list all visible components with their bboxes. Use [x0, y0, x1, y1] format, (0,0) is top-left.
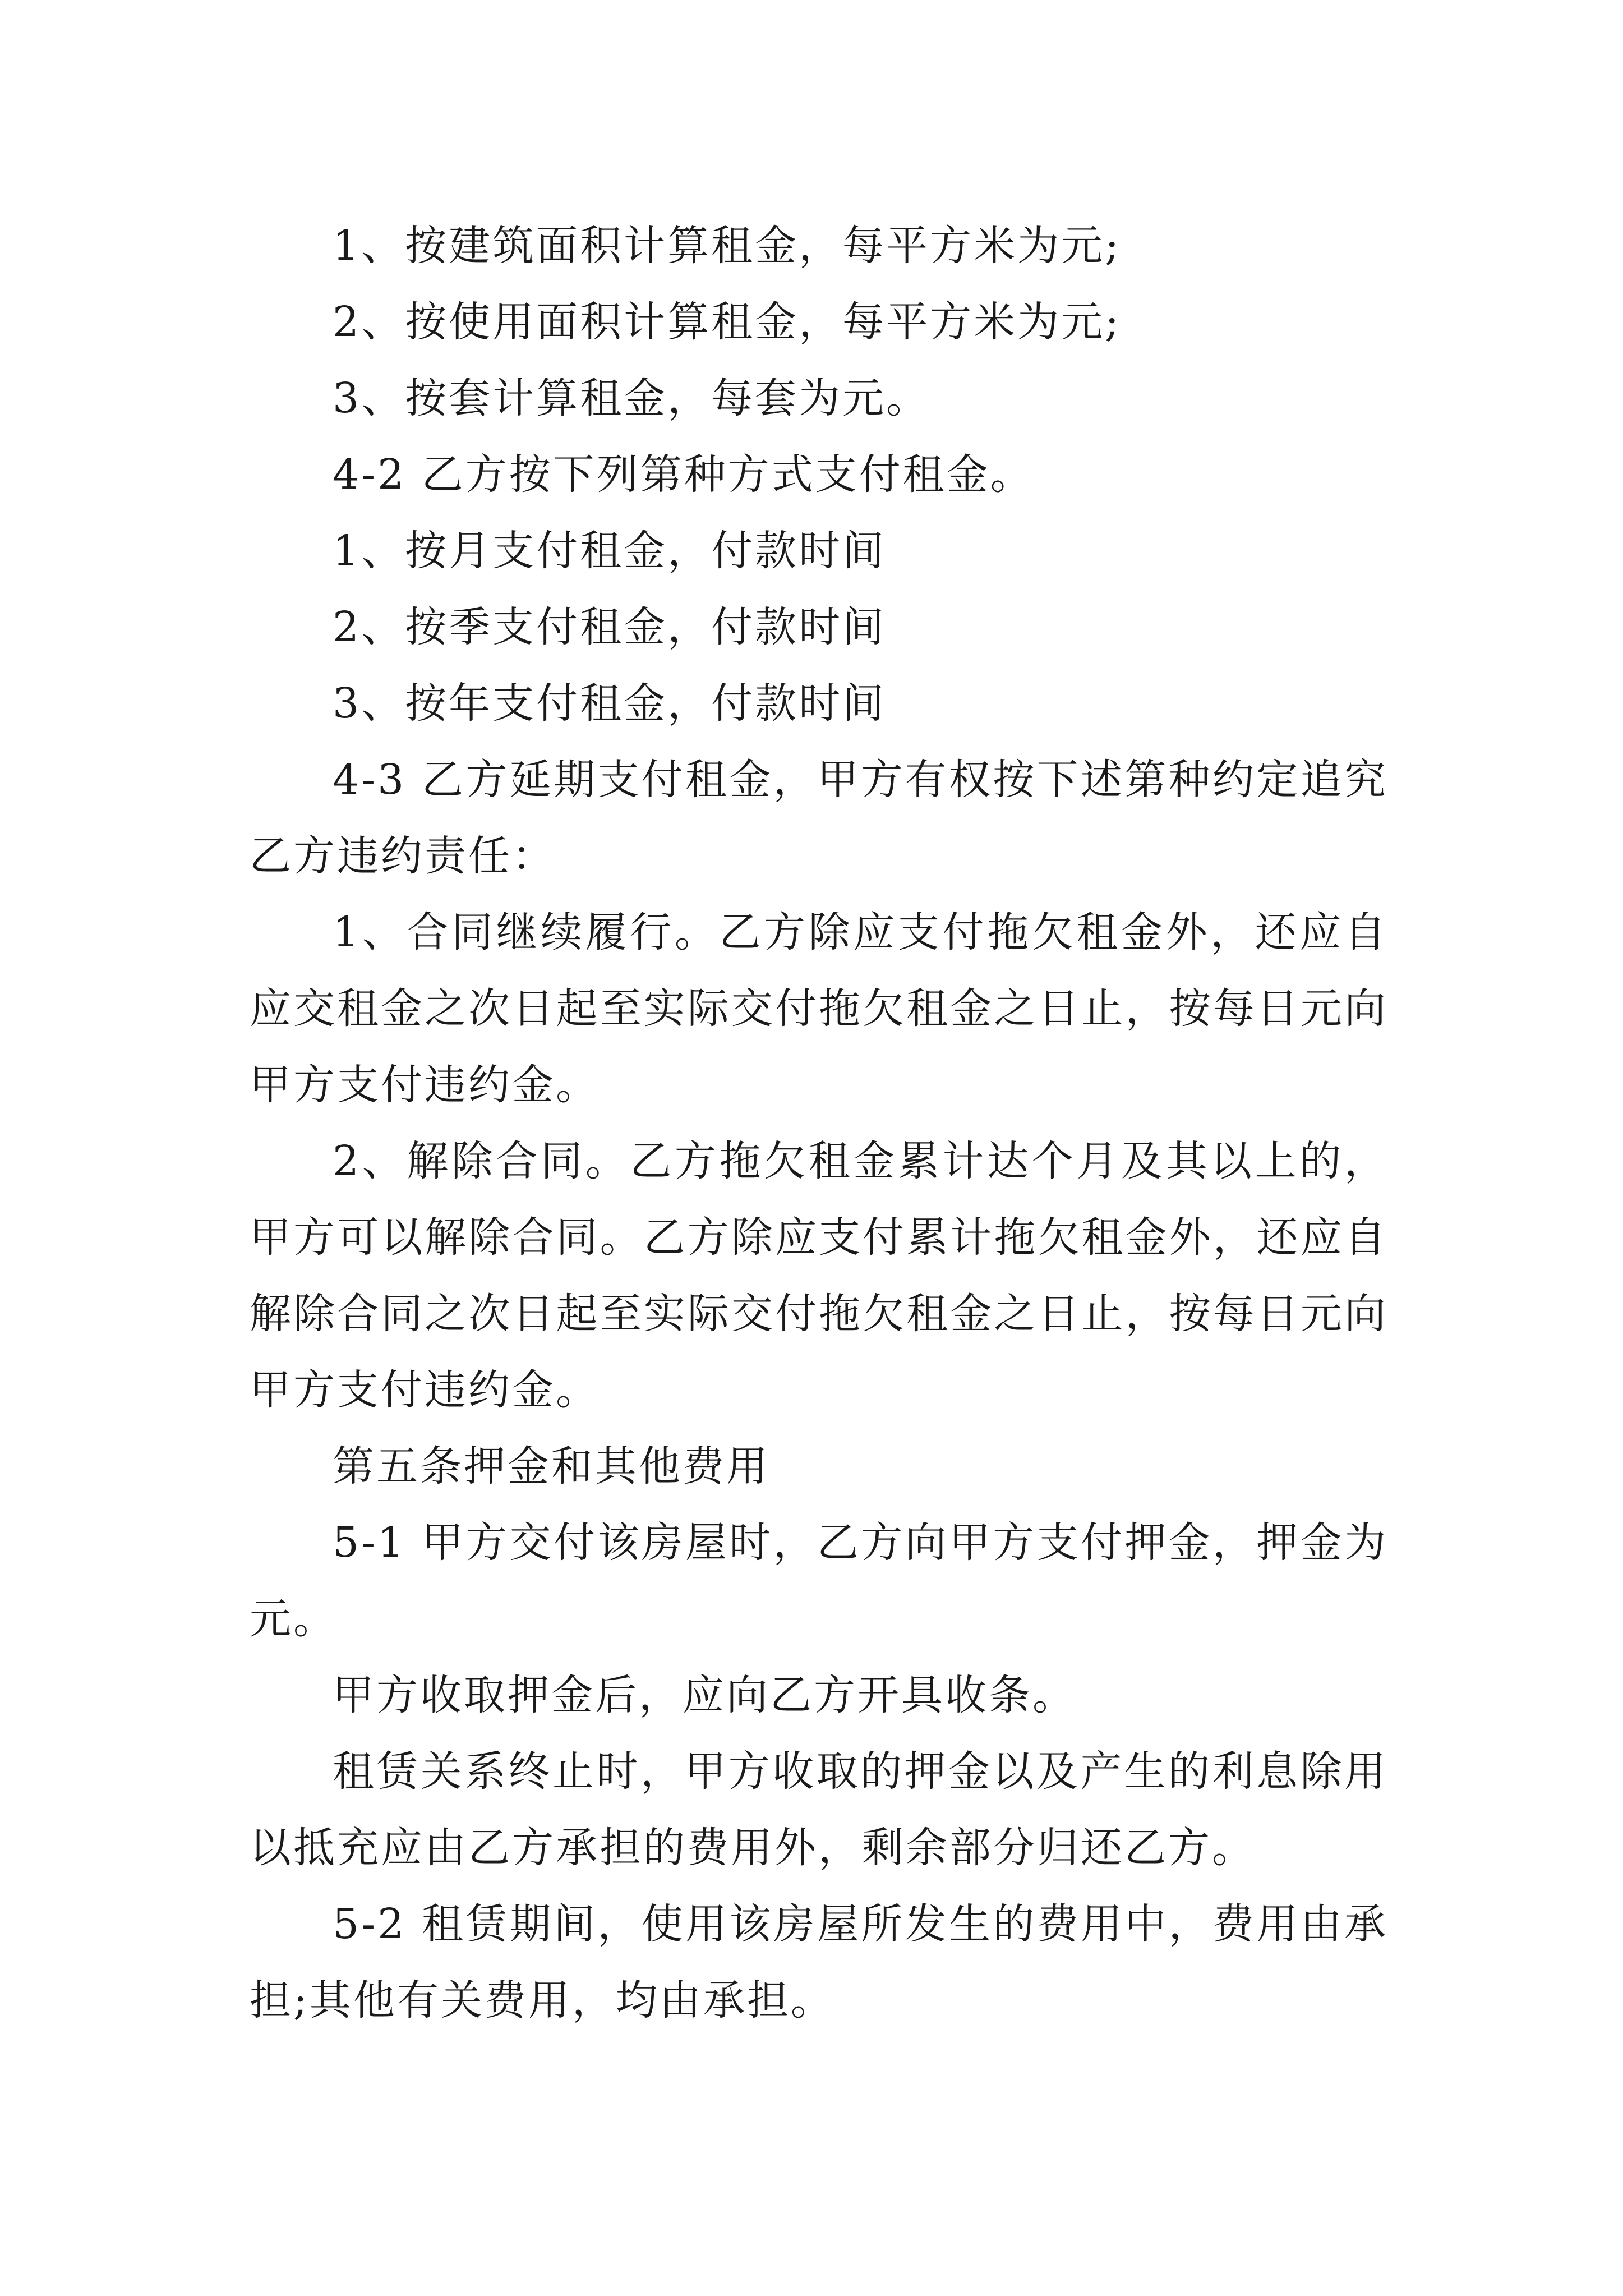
paragraph-rent-by-building-area: 1、按建筑面积计算租金，每平方米为元; — [333, 222, 1122, 270]
paragraph-pay-monthly: 1、按月支付租金，付款时间 — [333, 527, 887, 575]
paragraph-rent-by-unit: 3、按套计算租金，每套为元。 — [333, 374, 930, 422]
document-body — [250, 208, 1388, 2039]
paragraph-deposit-receipt: 甲方收取押金后，应向乙方开具收条。 — [333, 1671, 1076, 1719]
paragraph-clause-4-2: 4-2 乙方按下列第种方式支付租金。 — [333, 450, 1034, 499]
paragraph-rent-by-usable-area: 2、按使用面积计算租金，每平方米为元; — [333, 298, 1122, 346]
paragraph-deposit-refund: 租赁关系终止时，甲方收取的押金以及产生的利息除用以抵充应由乙方承担的费用外，剩余部分归还乙方。 — [250, 1747, 1388, 1872]
section-heading-article-5: 第五条押金和其他费用 — [333, 1442, 770, 1490]
paragraph-pay-yearly: 3、按年支付租金，付款时间 — [333, 679, 887, 728]
paragraph-terminate-contract: 2、解除合同。乙方拖欠租金累计达个月及其以上的，甲方可以解除合同。乙方除应支付累计拖欠租金外，还应自解除合同之次日起至实际交付拖欠租金之日止，按每日元向甲方支付违约金。 — [250, 1137, 1388, 1414]
paragraph-clause-4-3: 4-3 乙方延期支付租金，甲方有权按下述第种约定追究乙方违约责任： — [250, 756, 1388, 880]
paragraph-continue-contract: 1、合同继续履行。乙方除应支付拖欠租金外，还应自应交租金之次日起至实际交付拖欠租金之日止，按每日元向甲方支付违约金。 — [250, 908, 1388, 1109]
paragraph-clause-5-2: 5-2 租赁期间，使用该房屋所发生的费用中，费用由承担;其他有关费用，均由承担。 — [250, 1900, 1388, 2024]
paragraph-clause-5-1: 5-1 甲方交付该房屋时，乙方向甲方支付押金，押金为元。 — [250, 1519, 1388, 1643]
paragraph-pay-quarterly: 2、按季支付租金，付款时间 — [333, 603, 887, 651]
